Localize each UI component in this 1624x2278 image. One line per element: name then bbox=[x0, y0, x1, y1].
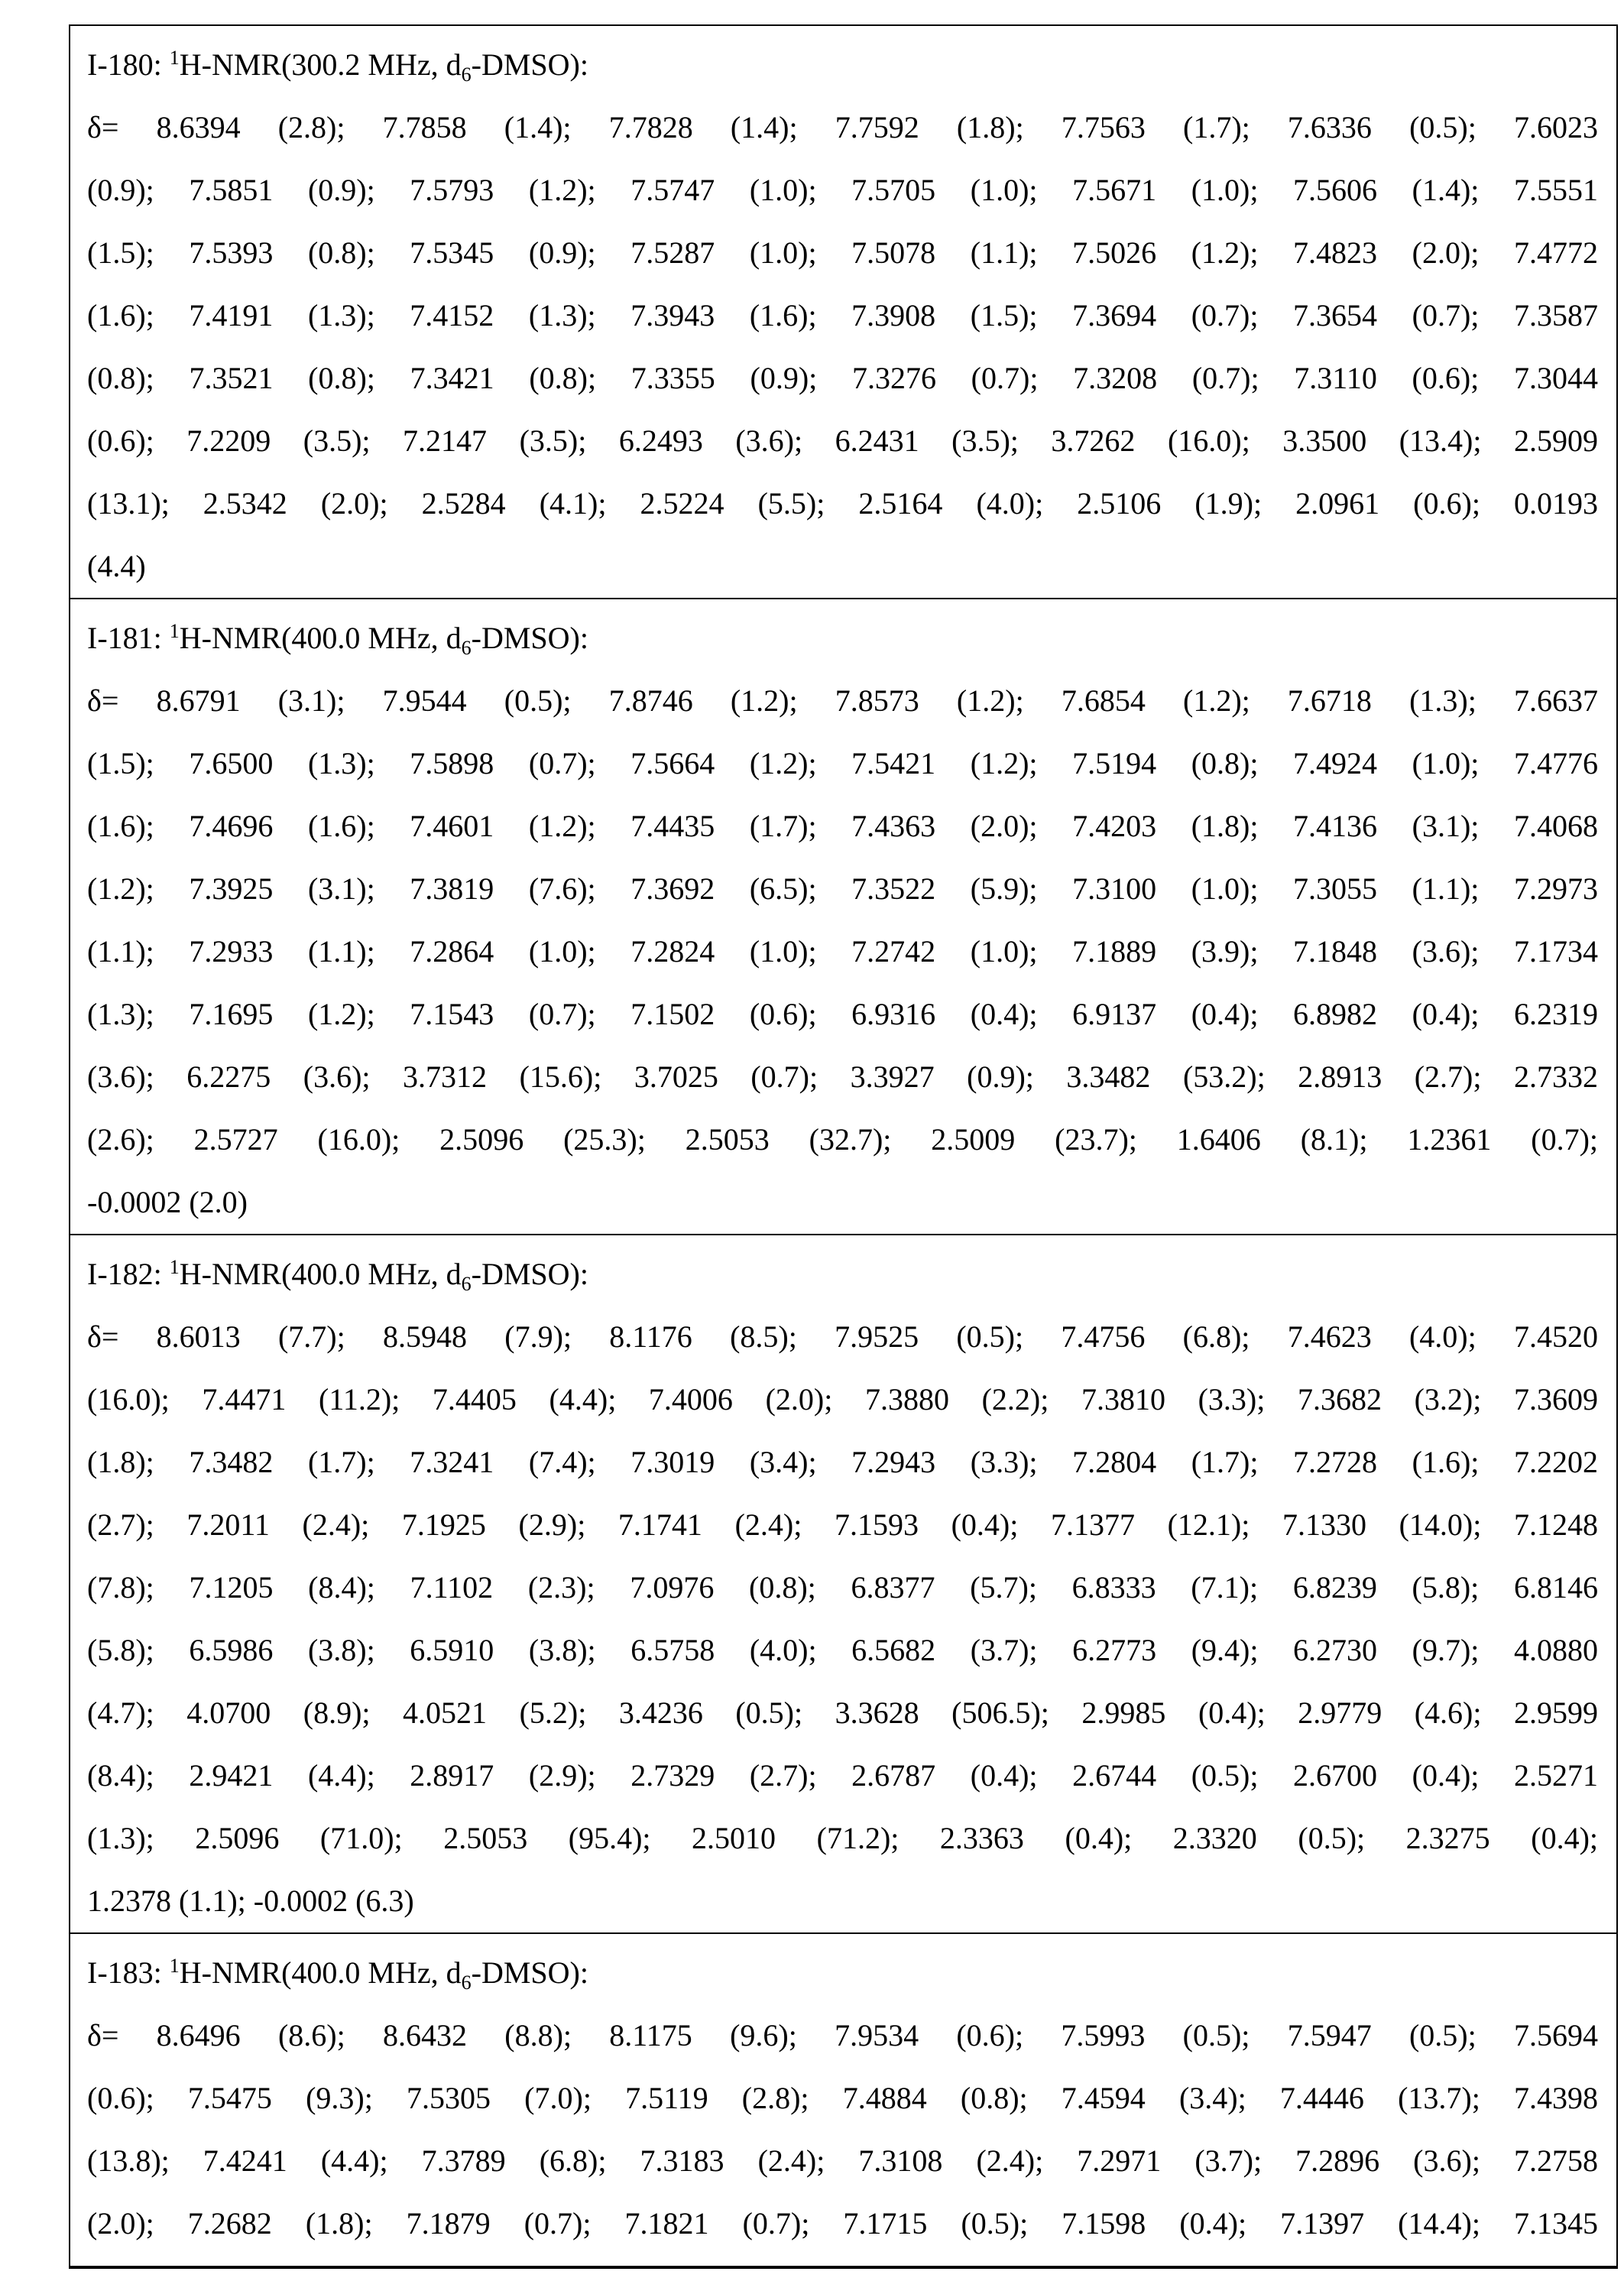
compound-label: I-181: bbox=[87, 621, 162, 655]
nmr-entry-header bbox=[87, 34, 1598, 96]
shift-data-line: (4.7); 4.0700 (8.9); 4.0521 (5.2); 3.4236 (0.5); 3.3628 (506.5); 2.9985 (0.4); 2.9779 (4.6); 2.9599 bbox=[87, 1682, 1598, 1744]
nmr-entry-cell bbox=[69, 24, 1618, 598]
shift-data-line: (7.8); 7.1205 (8.4); 7.1102 (2.3); 7.0976 (0.8); 6.8377 (5.7); 6.8333 (7.1); 6.8239 (5.8); 6.8146 bbox=[87, 1556, 1598, 1619]
shift-data-line: (0.8); 7.3521 (0.8); 7.3421 (0.8); 7.3355 (0.9); 7.3276 (0.7); 7.3208 (0.7); 7.3110 (0.6); 7.3044 bbox=[87, 347, 1598, 410]
compound-label: I-180: bbox=[87, 47, 162, 82]
shift-data-line: (8.4); 2.9421 (4.4); 2.8917 (2.9); 2.7329 (2.7); 2.6787 (0.4); 2.6744 (0.5); 2.6700 (0.4); 2.5271 bbox=[87, 1744, 1598, 1807]
nmr-entry-header bbox=[87, 1243, 1598, 1306]
nmr-entry-cell bbox=[69, 1932, 1618, 2269]
shift-data-line: (1.1); 7.2933 (1.1); 7.2864 (1.0); 7.2824 (1.0); 7.2742 (1.0); 7.1889 (3.9); 7.1848 (3.6); 7.1734 bbox=[87, 920, 1598, 983]
deuteration-subscript: 6 bbox=[462, 1971, 472, 1994]
shift-data-line: (16.0); 7.4471 (11.2); 7.4405 (4.4); 7.4006 (2.0); 7.3880 (2.2); 7.3810 (3.3); 7.3682 (3.2); 7.3609 bbox=[87, 1368, 1598, 1431]
shift-data-line: -0.0002 (2.0) bbox=[87, 1171, 1598, 1234]
compound-label: I-182: bbox=[87, 1257, 162, 1291]
shift-data-line: (3.6); 6.2275 (3.6); 3.7312 (15.6); 3.7025 (0.7); 3.3927 (0.9); 3.3482 (53.2); 2.8913 (2.7); 2.7332 bbox=[87, 1046, 1598, 1108]
nmr-solvent: -DMSO): bbox=[472, 47, 588, 82]
compound-label: I-183: bbox=[87, 1955, 162, 1990]
shift-data-line: (2.6); 2.5727 (16.0); 2.5096 (25.3); 2.5053 (32.7); 2.5009 (23.7); 1.6406 (8.1); 1.2361 (0.7); bbox=[87, 1108, 1598, 1171]
shift-data-line: (0.9); 7.5851 (0.9); 7.5793 (1.2); 7.5747 (1.0); 7.5705 (1.0); 7.5671 (1.0); 7.5606 (1.4); 7.5551 bbox=[87, 159, 1598, 222]
nmr-method: H-NMR(300.2 MHz, d bbox=[180, 47, 462, 82]
shift-data-line: (5.8); 6.5986 (3.8); 6.5910 (3.8); 6.5758 (4.0); 6.5682 (3.7); 6.2773 (9.4); 6.2730 (9.7); 4.0880 bbox=[87, 1619, 1598, 1682]
deuteration-subscript: 6 bbox=[462, 63, 472, 86]
nmr-entry-header bbox=[87, 607, 1598, 670]
nmr-method: H-NMR(400.0 MHz, d bbox=[180, 1955, 462, 1990]
shift-data-line: δ= 8.6496 (8.6); 8.6432 (8.8); 8.1175 (9.6); 7.9534 (0.6); 7.5993 (0.5); 7.5947 (0.5); 7.5694 bbox=[87, 2004, 1598, 2067]
nmr-solvent: -DMSO): bbox=[472, 1257, 588, 1291]
shift-data-line: (0.6); 7.5475 (9.3); 7.5305 (7.0); 7.5119 (2.8); 7.4884 (0.8); 7.4594 (3.4); 7.4446 (13.7); 7.4398 bbox=[87, 2067, 1598, 2130]
shift-data-line: (1.8); 7.3482 (1.7); 7.3241 (7.4); 7.3019 (3.4); 7.2943 (3.3); 7.2804 (1.7); 7.2728 (1.6); 7.2202 bbox=[87, 1431, 1598, 1494]
shift-data-line: δ= 8.6394 (2.8); 7.7858 (1.4); 7.7828 (1.4); 7.7592 (1.8); 7.7563 (1.7); 7.6336 (0.5); 7.6023 bbox=[87, 96, 1598, 159]
shift-data-line: (4.4) bbox=[87, 535, 1598, 598]
isotope-superscript: 1 bbox=[170, 1955, 180, 1977]
nmr-method: H-NMR(400.0 MHz, d bbox=[180, 1257, 462, 1291]
shift-data-line: (2.0); 7.2682 (1.8); 7.1879 (0.7); 7.1821 (0.7); 7.1715 (0.5); 7.1598 (0.4); 7.1397 (14.4); 7.1345 bbox=[87, 2192, 1598, 2255]
nmr-data-table bbox=[69, 24, 1618, 2269]
isotope-superscript: 1 bbox=[170, 620, 180, 642]
shift-data-line: (0.6); 7.2209 (3.5); 7.2147 (3.5); 6.2493 (3.6); 6.2431 (3.5); 3.7262 (16.0); 3.3500 (13.4); 2.5909 bbox=[87, 410, 1598, 472]
nmr-solvent: -DMSO): bbox=[472, 621, 588, 655]
isotope-superscript: 1 bbox=[170, 1256, 180, 1278]
shift-data-line: (2.7); 7.2011 (2.4); 7.1925 (2.9); 7.1741 (2.4); 7.1593 (0.4); 7.1377 (12.1); 7.1330 (14.0); 7.1248 bbox=[87, 1494, 1598, 1556]
nmr-entry-cell bbox=[69, 1234, 1618, 1932]
shift-data-line: (1.5); 7.6500 (1.3); 7.5898 (0.7); 7.5664 (1.2); 7.5421 (1.2); 7.5194 (0.8); 7.4924 (1.0); 7.4776 bbox=[87, 732, 1598, 795]
shift-data-line: (13.8); 7.4241 (4.4); 7.3789 (6.8); 7.3183 (2.4); 7.3108 (2.4); 7.2971 (3.7); 7.2896 (3.6); 7.2758 bbox=[87, 2130, 1598, 2192]
isotope-superscript: 1 bbox=[170, 47, 180, 69]
shift-data-line: δ= 8.6013 (7.7); 8.5948 (7.9); 8.1176 (8.5); 7.9525 (0.5); 7.4756 (6.8); 7.4623 (4.0); 7.4520 bbox=[87, 1306, 1598, 1368]
shift-data-line: (13.1); 2.5342 (2.0); 2.5284 (4.1); 2.5224 (5.5); 2.5164 (4.0); 2.5106 (1.9); 2.0961 (0.6); 0.0193 bbox=[87, 472, 1598, 535]
shift-data-line: (1.5); 7.5393 (0.8); 7.5345 (0.9); 7.5287 (1.0); 7.5078 (1.1); 7.5026 (1.2); 7.4823 (2.0); 7.4772 bbox=[87, 222, 1598, 284]
shift-data-line: (1.2); 7.3925 (3.1); 7.3819 (7.6); 7.3692 (6.5); 7.3522 (5.9); 7.3100 (1.0); 7.3055 (1.1); 7.2973 bbox=[87, 858, 1598, 920]
nmr-solvent: -DMSO): bbox=[472, 1955, 588, 1990]
nmr-entry-cell bbox=[69, 598, 1618, 1234]
shift-data-line: (1.6); 7.4696 (1.6); 7.4601 (1.2); 7.4435 (1.7); 7.4363 (2.0); 7.4203 (1.8); 7.4136 (3.1); 7.4068 bbox=[87, 795, 1598, 858]
shift-data-line: δ= 8.6791 (3.1); 7.9544 (0.5); 7.8746 (1.2); 7.8573 (1.2); 7.6854 (1.2); 7.6718 (1.3); 7.6637 bbox=[87, 670, 1598, 732]
shift-data-line: 1.2378 (1.1); -0.0002 (6.3) bbox=[87, 1870, 1598, 1932]
shift-data-line: (1.6); 7.4191 (1.3); 7.4152 (1.3); 7.3943 (1.6); 7.3908 (1.5); 7.3694 (0.7); 7.3654 (0.7); 7.3587 bbox=[87, 284, 1598, 347]
shift-data-line: (1.3); 7.1695 (1.2); 7.1543 (0.7); 7.1502 (0.6); 6.9316 (0.4); 6.9137 (0.4); 6.8982 (0.4); 6.2319 bbox=[87, 983, 1598, 1046]
deuteration-subscript: 6 bbox=[462, 637, 472, 659]
nmr-entry-header bbox=[87, 1942, 1598, 2004]
shift-data-line: (1.3); 2.5096 (71.0); 2.5053 (95.4); 2.5010 (71.2); 2.3363 (0.4); 2.3320 (0.5); 2.3275 (0.4); bbox=[87, 1807, 1598, 1870]
deuteration-subscript: 6 bbox=[462, 1273, 472, 1295]
nmr-method: H-NMR(400.0 MHz, d bbox=[180, 621, 462, 655]
